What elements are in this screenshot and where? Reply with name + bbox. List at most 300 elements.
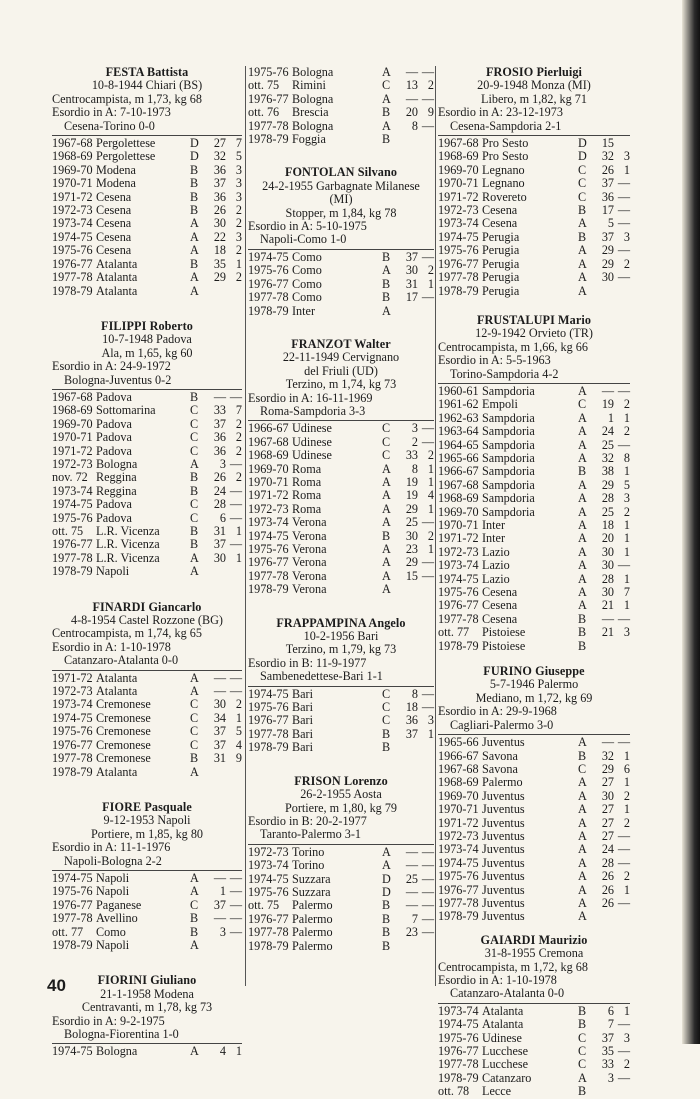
division-cell: C bbox=[190, 724, 199, 739]
career-row bbox=[438, 1005, 630, 1018]
birth-date-place: 9-12-1953 Napoli bbox=[103, 813, 191, 828]
season-cell: 1970-71 bbox=[438, 518, 479, 532]
season-cell: 1973-74 bbox=[52, 216, 93, 231]
player-entry bbox=[52, 801, 242, 952]
division-cell: B bbox=[190, 751, 199, 766]
goals-cell: 2 bbox=[623, 256, 630, 271]
division-cell: A bbox=[190, 670, 199, 685]
career-row bbox=[248, 463, 434, 476]
goals-cell: 3 bbox=[427, 713, 434, 728]
debut-date: Esordio in A: 5-10-1975 bbox=[248, 219, 367, 234]
appearances-cell: 20 bbox=[601, 531, 614, 546]
club-cell: Atalanta bbox=[96, 270, 138, 285]
player-role-physique: Centrocampista, m 1,73, kg 68 bbox=[52, 91, 202, 106]
career-row bbox=[438, 164, 630, 177]
goals-cell: 5 bbox=[623, 477, 630, 492]
player-name: FRUSTALUPI Mario bbox=[476, 312, 592, 327]
career-row bbox=[52, 191, 242, 204]
player-entry bbox=[248, 338, 434, 597]
goals-cell: 1 bbox=[623, 464, 630, 479]
appearances-cell: 26 bbox=[213, 203, 226, 218]
division-cell: A bbox=[578, 775, 587, 790]
appearances-cell: — bbox=[213, 911, 226, 926]
appearances-cell: 36 bbox=[213, 443, 226, 458]
goals-cell: 2 bbox=[623, 869, 630, 884]
appearances-cell: 37 bbox=[601, 1030, 614, 1045]
season-cell: 1962-63 bbox=[438, 410, 479, 425]
season-cell: 1977-78 bbox=[248, 118, 289, 133]
division-cell: A bbox=[382, 542, 391, 556]
goals-cell: 1 bbox=[623, 162, 630, 177]
appearances-cell: 33 bbox=[405, 448, 418, 463]
club-cell: Atalanta bbox=[96, 283, 138, 298]
appearances-cell bbox=[594, 910, 614, 923]
player-role-physique: Libero, m 1,82, kg 71 bbox=[481, 91, 587, 106]
division-cell: B bbox=[578, 203, 587, 218]
division-cell: A bbox=[382, 303, 391, 318]
appearances-cell: 31 bbox=[405, 276, 418, 291]
birth-date-place: 26-2-1955 Aosta bbox=[300, 787, 382, 802]
club-cell: Pistoiese bbox=[482, 638, 526, 653]
club-cell: Legnano bbox=[482, 162, 525, 177]
season-cell: 1971-72 bbox=[52, 443, 93, 458]
season-cell: 1976-77 bbox=[248, 713, 289, 728]
appearances-cell: 29 bbox=[405, 555, 418, 570]
goals-cell: 3 bbox=[235, 176, 242, 191]
birth-date-place: 31-8-1955 Cremona bbox=[484, 946, 584, 961]
goals-cell: 2 bbox=[235, 243, 242, 258]
appearances-cell: 30 bbox=[405, 528, 418, 543]
player-role-physique: Mediano, m 1,72, kg 69 bbox=[475, 690, 593, 705]
career-row bbox=[438, 1072, 630, 1085]
goals-cell: 2 bbox=[235, 443, 242, 458]
division-cell: A bbox=[190, 283, 199, 298]
division-cell: A bbox=[578, 450, 587, 465]
goals-cell bbox=[226, 939, 242, 952]
appearances-cell: 37 bbox=[213, 537, 226, 552]
career-row bbox=[248, 264, 434, 277]
season-cell: 1970-71 bbox=[52, 430, 93, 445]
appearances-cell: 28 bbox=[601, 491, 614, 506]
appearances-cell: 28 bbox=[601, 855, 614, 870]
season-cell: 1977-78 bbox=[52, 911, 93, 926]
division-cell: A bbox=[578, 243, 587, 258]
division-cell: B bbox=[382, 249, 391, 264]
season-cell: 1972-73 bbox=[52, 456, 93, 471]
career-table bbox=[52, 872, 242, 952]
division-cell: A bbox=[578, 544, 587, 559]
season-cell: 1969-70 bbox=[438, 162, 479, 177]
goals-cell: — bbox=[617, 1070, 630, 1085]
club-cell: Roma bbox=[292, 461, 322, 476]
player-role-physique: Centravanti, m 1,78, kg 73 bbox=[81, 1000, 213, 1015]
club-cell: Napoli bbox=[96, 564, 130, 579]
season-cell: 1974-75 bbox=[52, 497, 93, 512]
season-cell: ott. 78 bbox=[438, 1084, 470, 1099]
club-cell: Paganese bbox=[96, 897, 142, 912]
season-cell: ott. 76 bbox=[248, 105, 280, 120]
appearances-cell: — bbox=[405, 884, 418, 899]
appearances-cell: 37 bbox=[213, 416, 226, 431]
division-cell: B bbox=[382, 911, 391, 926]
appearances-cell: 13 bbox=[405, 78, 418, 93]
season-cell: 1975-76 bbox=[52, 510, 93, 525]
club-cell: Palermo bbox=[292, 911, 333, 926]
career-row bbox=[248, 701, 434, 714]
career-row bbox=[52, 926, 242, 939]
goals-cell bbox=[614, 910, 630, 923]
club-cell: Savona bbox=[482, 748, 518, 763]
season-cell: nov. 72 bbox=[52, 470, 88, 485]
career-row bbox=[438, 626, 630, 639]
club-cell: Verona bbox=[292, 542, 327, 556]
appearances-cell: — bbox=[213, 870, 226, 885]
career-row bbox=[248, 570, 434, 583]
club-cell: Padova bbox=[96, 510, 132, 525]
goals-cell: — bbox=[421, 515, 434, 530]
season-cell: 1977-78 bbox=[438, 895, 479, 910]
career-row bbox=[52, 217, 242, 230]
goals-cell: — bbox=[421, 434, 434, 449]
club-cell: Perugia bbox=[482, 283, 520, 298]
career-row bbox=[52, 538, 242, 551]
club-cell: Verona bbox=[292, 528, 327, 543]
appearances-cell: 36 bbox=[213, 189, 226, 204]
division-cell: A bbox=[190, 764, 199, 779]
career-row bbox=[52, 404, 242, 417]
club-cell: L.R. Vicenza bbox=[96, 524, 160, 538]
goals-cell: — bbox=[421, 871, 434, 886]
season-cell: 1971-72 bbox=[52, 189, 93, 204]
appearances-cell bbox=[398, 741, 418, 754]
career-table bbox=[438, 137, 630, 298]
player-entry bbox=[52, 320, 242, 579]
career-row bbox=[248, 436, 434, 449]
season-cell: 1963-64 bbox=[438, 424, 479, 439]
goals-cell: — bbox=[617, 842, 630, 857]
season-cell: 1975-76 bbox=[438, 585, 479, 600]
division-cell: B bbox=[190, 203, 199, 218]
birth-date-place: 22-11-1949 Cervignano bbox=[282, 350, 400, 365]
career-table bbox=[248, 688, 434, 755]
division-cell: A bbox=[578, 518, 587, 532]
season-cell: 1972-73 bbox=[52, 203, 93, 218]
career-row bbox=[438, 439, 630, 452]
season-cell: 1974-75 bbox=[438, 229, 479, 244]
career-row bbox=[52, 418, 242, 431]
club-cell: Reggina bbox=[96, 483, 137, 498]
season-cell: 1978-79 bbox=[52, 564, 93, 579]
player-name: FROSIO Pierluigi bbox=[485, 65, 583, 79]
season-cell: 1976-77 bbox=[248, 555, 289, 570]
club-cell: Napoli bbox=[96, 870, 130, 885]
club-cell: Cesena bbox=[96, 229, 132, 244]
division-cell: C bbox=[382, 700, 391, 715]
career-row bbox=[438, 1018, 630, 1031]
season-cell: ott. 77 bbox=[52, 924, 84, 939]
season-cell: 1978-79 bbox=[52, 764, 93, 779]
club-cell: Cesena bbox=[482, 203, 518, 218]
career-row bbox=[52, 1045, 242, 1058]
club-cell: Cesena bbox=[96, 189, 132, 204]
goals-cell: 3 bbox=[235, 162, 242, 177]
appearances-cell: 30 bbox=[601, 270, 614, 285]
club-cell: Palermo bbox=[292, 938, 333, 953]
goals-cell: 6 bbox=[623, 761, 630, 776]
career-row bbox=[438, 465, 630, 478]
season-cell: 1968-69 bbox=[438, 775, 479, 790]
club-cell: Rovereto bbox=[482, 189, 527, 204]
division-cell: A bbox=[382, 568, 391, 583]
goals-cell: — bbox=[421, 911, 434, 926]
goals-cell: — bbox=[421, 925, 434, 940]
goals-cell: 1 bbox=[623, 571, 630, 586]
career-row bbox=[248, 476, 434, 489]
club-cell: Atalanta bbox=[482, 1017, 524, 1032]
career-row bbox=[438, 1032, 630, 1045]
career-table bbox=[248, 251, 434, 318]
career-row bbox=[438, 385, 630, 398]
season-cell: 1972-73 bbox=[248, 844, 289, 859]
club-cell: Bari bbox=[292, 700, 313, 715]
division-cell: B bbox=[578, 229, 587, 244]
career-row bbox=[52, 391, 242, 404]
appearances-cell: 21 bbox=[601, 625, 614, 640]
career-row bbox=[438, 479, 630, 492]
goals-cell: 2 bbox=[427, 448, 434, 463]
career-row bbox=[52, 912, 242, 925]
club-cell: Napoli bbox=[96, 884, 130, 899]
division-cell: D bbox=[578, 149, 587, 164]
season-cell: 1978-79 bbox=[248, 938, 289, 953]
appearances-cell: 36 bbox=[601, 189, 614, 204]
debut-date: Esordio in A: 11-1-1976 bbox=[52, 840, 171, 855]
club-cell: Juventus bbox=[482, 815, 525, 830]
division-cell: C bbox=[190, 497, 199, 512]
season-cell: 1977-78 bbox=[248, 290, 289, 305]
division-cell: A bbox=[382, 515, 391, 530]
player-info-line: Terzino, m 1,74, kg 73 bbox=[285, 377, 397, 392]
club-cell: Sampdoria bbox=[482, 504, 535, 519]
division-cell: A bbox=[382, 555, 391, 570]
season-cell: 1978-79 bbox=[248, 303, 289, 318]
career-row bbox=[52, 885, 242, 898]
career-row bbox=[248, 556, 434, 569]
career-row bbox=[52, 445, 242, 458]
goals-cell: — bbox=[229, 897, 242, 912]
appearances-cell: — bbox=[601, 383, 614, 398]
appearances-cell: 3 bbox=[411, 421, 418, 436]
player-role-physique: Centrocampista, m 1,66, kg 66 bbox=[438, 339, 588, 354]
goals-cell: — bbox=[421, 898, 434, 913]
birth-date-place: 24-2-1955 Garbagnate Milanese bbox=[262, 178, 420, 193]
career-row bbox=[438, 750, 630, 763]
division-cell: B bbox=[190, 924, 199, 939]
appearances-cell: 7 bbox=[607, 1017, 614, 1032]
goals-cell: 2 bbox=[623, 424, 630, 439]
division-cell: B bbox=[190, 189, 199, 204]
division-cell: B bbox=[190, 256, 199, 271]
player-entry bbox=[248, 166, 434, 317]
club-cell: Bologna bbox=[292, 118, 334, 133]
season-cell: 1975-76 bbox=[248, 700, 289, 715]
career-row bbox=[248, 305, 434, 318]
division-cell: C bbox=[190, 737, 199, 752]
appearances-cell: 34 bbox=[213, 710, 226, 725]
goals-cell: — bbox=[421, 858, 434, 873]
player-info-line: Stopper, m 1,84, kg 78 bbox=[285, 205, 397, 220]
career-row bbox=[438, 803, 630, 816]
career-row bbox=[438, 271, 630, 284]
column-divider bbox=[435, 66, 436, 986]
goals-cell bbox=[614, 137, 630, 150]
appearances-cell: 15 bbox=[601, 136, 614, 151]
division-cell: A bbox=[382, 488, 391, 503]
appearances-cell: 37 bbox=[213, 724, 226, 739]
goals-cell bbox=[418, 305, 434, 318]
season-cell: 1976-77 bbox=[438, 256, 479, 271]
goals-cell: 9 bbox=[427, 105, 434, 120]
season-cell: 1966-67 bbox=[438, 464, 479, 479]
club-cell: Verona bbox=[292, 568, 327, 583]
division-cell: B bbox=[190, 911, 199, 926]
goals-cell: — bbox=[617, 735, 630, 750]
season-cell: 1972-73 bbox=[52, 684, 93, 699]
appearances-cell: 23 bbox=[405, 925, 418, 940]
goals-cell: — bbox=[617, 216, 630, 231]
season-cell: 1971-72 bbox=[438, 815, 479, 830]
career-row bbox=[438, 910, 630, 923]
appearances-cell: 17 bbox=[601, 203, 614, 218]
appearances-cell: 30 bbox=[601, 788, 614, 803]
division-cell: C bbox=[190, 443, 199, 458]
goals-cell: 2 bbox=[235, 203, 242, 218]
appearances-cell bbox=[206, 565, 226, 578]
club-cell: Sampdoria bbox=[482, 410, 535, 425]
appearances-cell: 1 bbox=[607, 410, 614, 425]
career-row bbox=[438, 177, 630, 190]
appearances-cell: 25 bbox=[601, 437, 614, 452]
career-row bbox=[248, 741, 434, 754]
career-row bbox=[248, 66, 434, 79]
club-cell: Como bbox=[292, 290, 322, 305]
appearances-cell: 37 bbox=[405, 726, 418, 741]
goals-cell: — bbox=[229, 684, 242, 699]
goals-cell: 1 bbox=[623, 1003, 630, 1018]
club-cell: Atalanta bbox=[96, 684, 138, 699]
season-cell: 1974-75 bbox=[248, 528, 289, 543]
appearances-cell: 29 bbox=[213, 270, 226, 285]
player-name: FRANZOT Walter bbox=[291, 336, 391, 351]
appearances-cell: 27 bbox=[601, 828, 614, 843]
career-row bbox=[248, 688, 434, 701]
season-cell: 1974-75 bbox=[248, 686, 289, 701]
season-cell: 1967-68 bbox=[52, 389, 93, 404]
club-cell: Pergolettese bbox=[96, 136, 156, 151]
appearances-cell: 29 bbox=[405, 501, 418, 516]
goals-cell: — bbox=[617, 203, 630, 218]
season-cell: 1971-72 bbox=[438, 531, 479, 546]
season-cell: 1976-77 bbox=[52, 256, 93, 271]
goals-cell: — bbox=[421, 421, 434, 436]
appearances-cell: 37 bbox=[213, 737, 226, 752]
debut-date: Esordio in A: 9-2-1975 bbox=[52, 1013, 165, 1028]
appearances-cell: 30 bbox=[213, 550, 226, 565]
player-name: FRISON Lorenzo bbox=[294, 773, 388, 788]
career-row bbox=[438, 613, 630, 626]
appearances-cell: 8 bbox=[411, 118, 418, 133]
player-name: GAIARDI Maurizio bbox=[480, 932, 588, 947]
club-cell: Lucchese bbox=[482, 1057, 529, 1072]
career-row bbox=[438, 532, 630, 545]
career-row bbox=[438, 217, 630, 230]
career-row bbox=[438, 559, 630, 572]
club-cell: Suzzara bbox=[292, 884, 331, 899]
goals-cell: 1 bbox=[427, 474, 434, 489]
season-cell: 1978-79 bbox=[438, 638, 479, 653]
club-cell: Perugia bbox=[482, 229, 520, 244]
season-cell: 1966-67 bbox=[438, 748, 479, 763]
season-cell: 1977-78 bbox=[248, 726, 289, 741]
goals-cell: 1 bbox=[623, 802, 630, 817]
club-cell: Savona bbox=[482, 761, 518, 776]
season-cell: 1970-71 bbox=[248, 474, 289, 489]
club-cell: Torino bbox=[292, 858, 325, 873]
division-cell: A bbox=[382, 65, 391, 79]
season-cell: 1976-77 bbox=[438, 598, 479, 613]
season-cell: 1973-74 bbox=[248, 858, 289, 873]
goals-cell: 2 bbox=[427, 263, 434, 278]
division-cell: A bbox=[578, 842, 587, 857]
player-name: FIORINI Giuliano bbox=[97, 973, 197, 988]
club-cell: Lazio bbox=[482, 558, 510, 573]
goals-cell: 2 bbox=[427, 528, 434, 543]
season-cell: 1972-73 bbox=[438, 203, 479, 218]
goals-cell: 2 bbox=[235, 416, 242, 431]
career-row bbox=[248, 873, 434, 886]
goals-cell: — bbox=[617, 558, 630, 573]
player-name: FESTA Battista bbox=[105, 65, 189, 79]
debut-date: Esordio in A: 16-11-1969 bbox=[248, 390, 373, 405]
season-cell: 1976-77 bbox=[438, 1044, 479, 1059]
appearances-cell: 8 bbox=[411, 686, 418, 701]
club-cell: Lecce bbox=[482, 1084, 512, 1099]
player-name: FURINO Giuseppe bbox=[483, 664, 585, 679]
appearances-cell bbox=[594, 1085, 614, 1098]
club-cell: Cesena bbox=[96, 216, 132, 231]
division-cell: C bbox=[578, 1044, 587, 1059]
goals-cell: — bbox=[617, 243, 630, 258]
appearances-cell: 33 bbox=[601, 1057, 614, 1072]
division-cell: A bbox=[578, 283, 587, 298]
goals-cell: 2 bbox=[235, 270, 242, 285]
goals-cell: 1 bbox=[427, 276, 434, 291]
season-cell: 1967-68 bbox=[52, 136, 93, 151]
club-cell: Bologna bbox=[292, 91, 334, 106]
season-cell: 1974-75 bbox=[438, 571, 479, 586]
career-row bbox=[248, 503, 434, 516]
goals-cell: — bbox=[421, 568, 434, 583]
club-cell: Sampdoria bbox=[482, 424, 535, 439]
birth-date-place: 5-7-1946 Palermo bbox=[489, 677, 579, 692]
goals-cell: — bbox=[229, 537, 242, 552]
goals-cell: 2 bbox=[235, 430, 242, 445]
career-row bbox=[438, 790, 630, 803]
goals-cell bbox=[226, 285, 242, 298]
club-cell: Udinese bbox=[292, 434, 332, 449]
player-entry bbox=[52, 66, 242, 298]
club-cell: Juventus bbox=[482, 828, 525, 843]
